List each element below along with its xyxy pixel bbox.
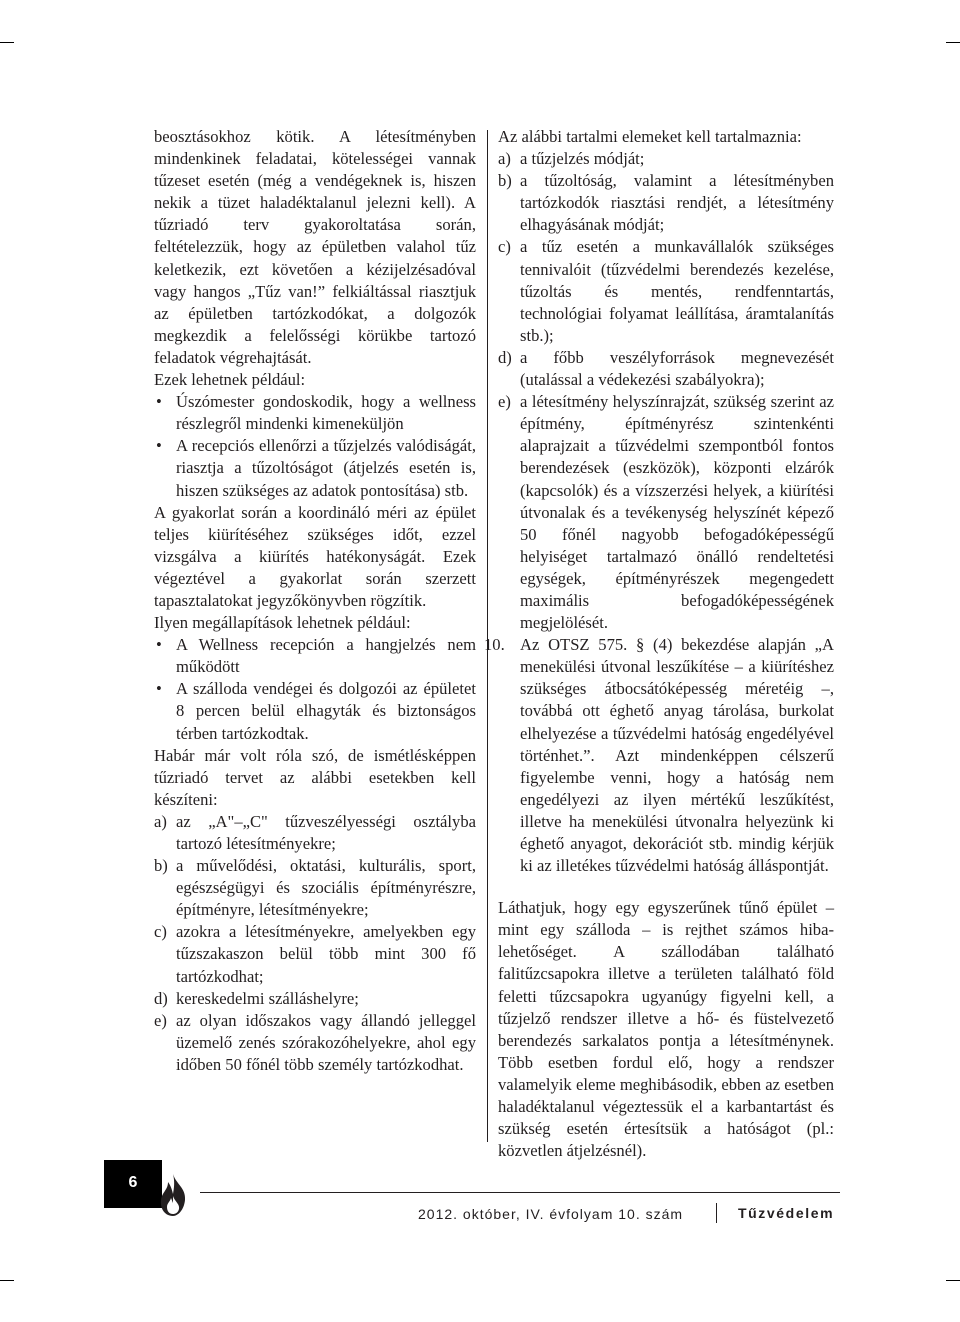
paragraph: Ezek lehetnek például: [154, 370, 306, 390]
bullet-list [154, 391, 476, 501]
list-item: • A Wellness recepción a hangjelzés nem működött [154, 634, 476, 678]
list-item [498, 347, 834, 391]
bullet-list [154, 634, 476, 744]
crop-mark [946, 42, 960, 43]
list-item: • A szálloda vendégei és dolgozói az épületet 8 percen belül elhagyták és biztonságos térben tartózkodtak. [154, 678, 476, 744]
list-text: Az OTSZ 575. § (4) bekezdése alapján „A menekülési útvonal leszűkítése – a kiürítéshez szükséges átbocsátóképesség méretéig –, továbbá ott éghető anyag tárolása, burkolat elhelyezése a tűzvédelmi hatóság engedélyével történhet.”. Azt mindenképpen célszerű figyelembe venni, hogy a hatóság nem engedélyezi az ilyen mértékű leszűkítést, illetve ha menekülési útvonalra helyezünk ki éghető anyagot, dekorációt stb. mindig kérjük ki az illetékes tűzvédelmi hatóság álláspontját. [520, 635, 834, 876]
magazine-title: Tűzvédelem [738, 1205, 835, 1221]
list-marker: c) [154, 922, 167, 942]
list-item [154, 855, 476, 921]
list-text: kereskedelmi szálláshelyre; [176, 988, 359, 1008]
list-item [498, 236, 834, 346]
list-text: az olyan időszakos vagy állandó jelleggel üzemelő zenés szórakozóhelyekre, ahol egy időben 50 főnél több személy tartózkodhat. [176, 1010, 476, 1074]
list-text: azokra a létesítményekre, amelyekben egy tűzszakaszon belül több mint 300 fő tartózkodhat; [176, 922, 476, 986]
crop-mark [0, 42, 14, 43]
list-marker: b) [154, 856, 168, 876]
flame-icon [156, 1172, 190, 1218]
page-number: 6 [128, 1174, 138, 1191]
list-item: • A recepciós ellenőrzi a tűzjelzés valódiságát, riasztja a tűzoltóságot (átjelzés esetén is, hiszen szükséges az adatok pontosítása) stb. [154, 435, 476, 501]
lettered-list [498, 148, 834, 634]
paragraph: Láthatjuk, hogy egy egyszerűnek tűnő épület – mint egy szálloda – is rejthet számos hiba-lehetőséget. A szállodában található falitűzcsapokra illetve a területen található föld feletti tűzcsapokra ugyanúgy figyelni kell, a tűzjelző rendszer illetve a hő- és füstelvezető berendezés sarkalatos pontja a létesítménynek. Több esetben fordul elő, hogy a rendszer valamelyik eleme meghibásodik, ebben az esetben haladéktalanul végeztessük el a karbantartást és szükség esetén értesítsük a hatóságot (pl.: közvetlen átjelzésnél). [498, 898, 834, 1161]
list-text: a főbb veszélyforrások megnevezését (utalással a védekezési szabályokra); [520, 347, 834, 390]
footer-rule [200, 1192, 840, 1193]
list-marker: c) [498, 237, 511, 257]
list-item [154, 1010, 476, 1076]
list-marker: a) [154, 811, 167, 831]
list-item [498, 148, 834, 170]
list-marker: d) [154, 988, 168, 1008]
list-text: a létesítmény helyszínrajzát, szükség szerint az építmény, építményrész szintenkénti alaprajzait a tűzvédelmi szempontból fontos berendezések (eszközök), központi elzárók (kapcsolók) és a vízszerzési helyek, a kiürítési útvonalak és a tevékenység helyszínét képező 50 főnél nagyobb befogadóképességű helyiséget tartalmazó önálló rendeltetési egységek, építményrészek megengedett maximális befogadóképességének megjelölését. [520, 392, 834, 633]
page-number-box [104, 1160, 162, 1208]
lettered-list [154, 811, 476, 1076]
list-item: • Úszómester gondoskodik, hogy a wellness részlegről mindenki kimeneküljön [154, 391, 476, 435]
issue-info: 2012. október, IV. évfolyam 10. szám [418, 1206, 684, 1222]
numbered-list [484, 634, 834, 877]
list-item [154, 988, 476, 1010]
paragraph: Az alábbi tartalmi elemeket kell tartalmaznia: [498, 127, 802, 146]
list-text: a művelődési, oktatási, kulturális, sport, egészségügyi és szociális építményrészre, építményre, létesítményekre; [176, 856, 476, 920]
list-text: az „A"–„C" tűzveszélyességi osztályba tartozó létesítményekre; [176, 811, 476, 853]
list-marker: e) [154, 1010, 167, 1030]
list-marker: d) [498, 347, 512, 367]
list-item [484, 634, 834, 877]
list-text: a tűzjelzés módját; [520, 149, 645, 169]
right-column [484, 126, 834, 1162]
list-item [498, 170, 834, 236]
list-item [154, 811, 476, 855]
list-item [154, 921, 476, 987]
paragraph: A gyakorlat során a koordináló méri az épület teljes kiürítéséhez szükséges időt, ezzel vizsgálva a kiürítés hatékonyságát. Ezek végeztével a gyakorlat során szerzett tapasztalatokat jegyzőkönyvben rögzítik. [154, 502, 476, 610]
left-column [154, 126, 476, 1076]
list-marker: b) [498, 171, 512, 191]
list-marker: 10. [484, 635, 505, 655]
footer-separator [716, 1203, 717, 1223]
list-marker: e) [498, 392, 511, 412]
paragraph: Habár már volt róla szó, de ismétlésképpen tűzriadó tervet az alábbi esetekben kell készíteni: [154, 745, 476, 809]
crop-mark [0, 1280, 14, 1281]
paragraph: Ilyen megállapítások lehetnek például: [154, 613, 411, 633]
list-item [498, 391, 834, 634]
list-text: a tűzoltóság, valamint a létesítményben tartózkodók riasztási rendjét, a létesítmény elhagyásának módját; [520, 171, 834, 235]
list-marker: a) [498, 149, 511, 169]
crop-mark [946, 1280, 960, 1281]
paragraph: beosztásokhoz kötik. A létesítményben mindenkinek feladatai, kötelességei vannak tűzeset esetén (még a vendégeknek is, hiszen nekik a tüzet haladéktalanul jelezni kell). A tűzriadó terv gyakoroltatása során, feltételezzük, hogy az épületben valahol tűz keletkezik, ezt követően a kézijelzésadóval vagy hangos „Tűz van!” felkiáltással riasztjuk az épületben tartózkodókat, a dolgozók megkezdik a felelősségi körükbe tartozó feladatok végrehajtását. [154, 127, 476, 367]
list-text: a tűz esetén a munkavállalók szükséges tennivalóit (tűzvédelmi berendezés kezelése, tűzoltás és mentés, rendfenntartás, technológiai folyamat leállítása, áramtalanítás stb.); [520, 237, 834, 345]
